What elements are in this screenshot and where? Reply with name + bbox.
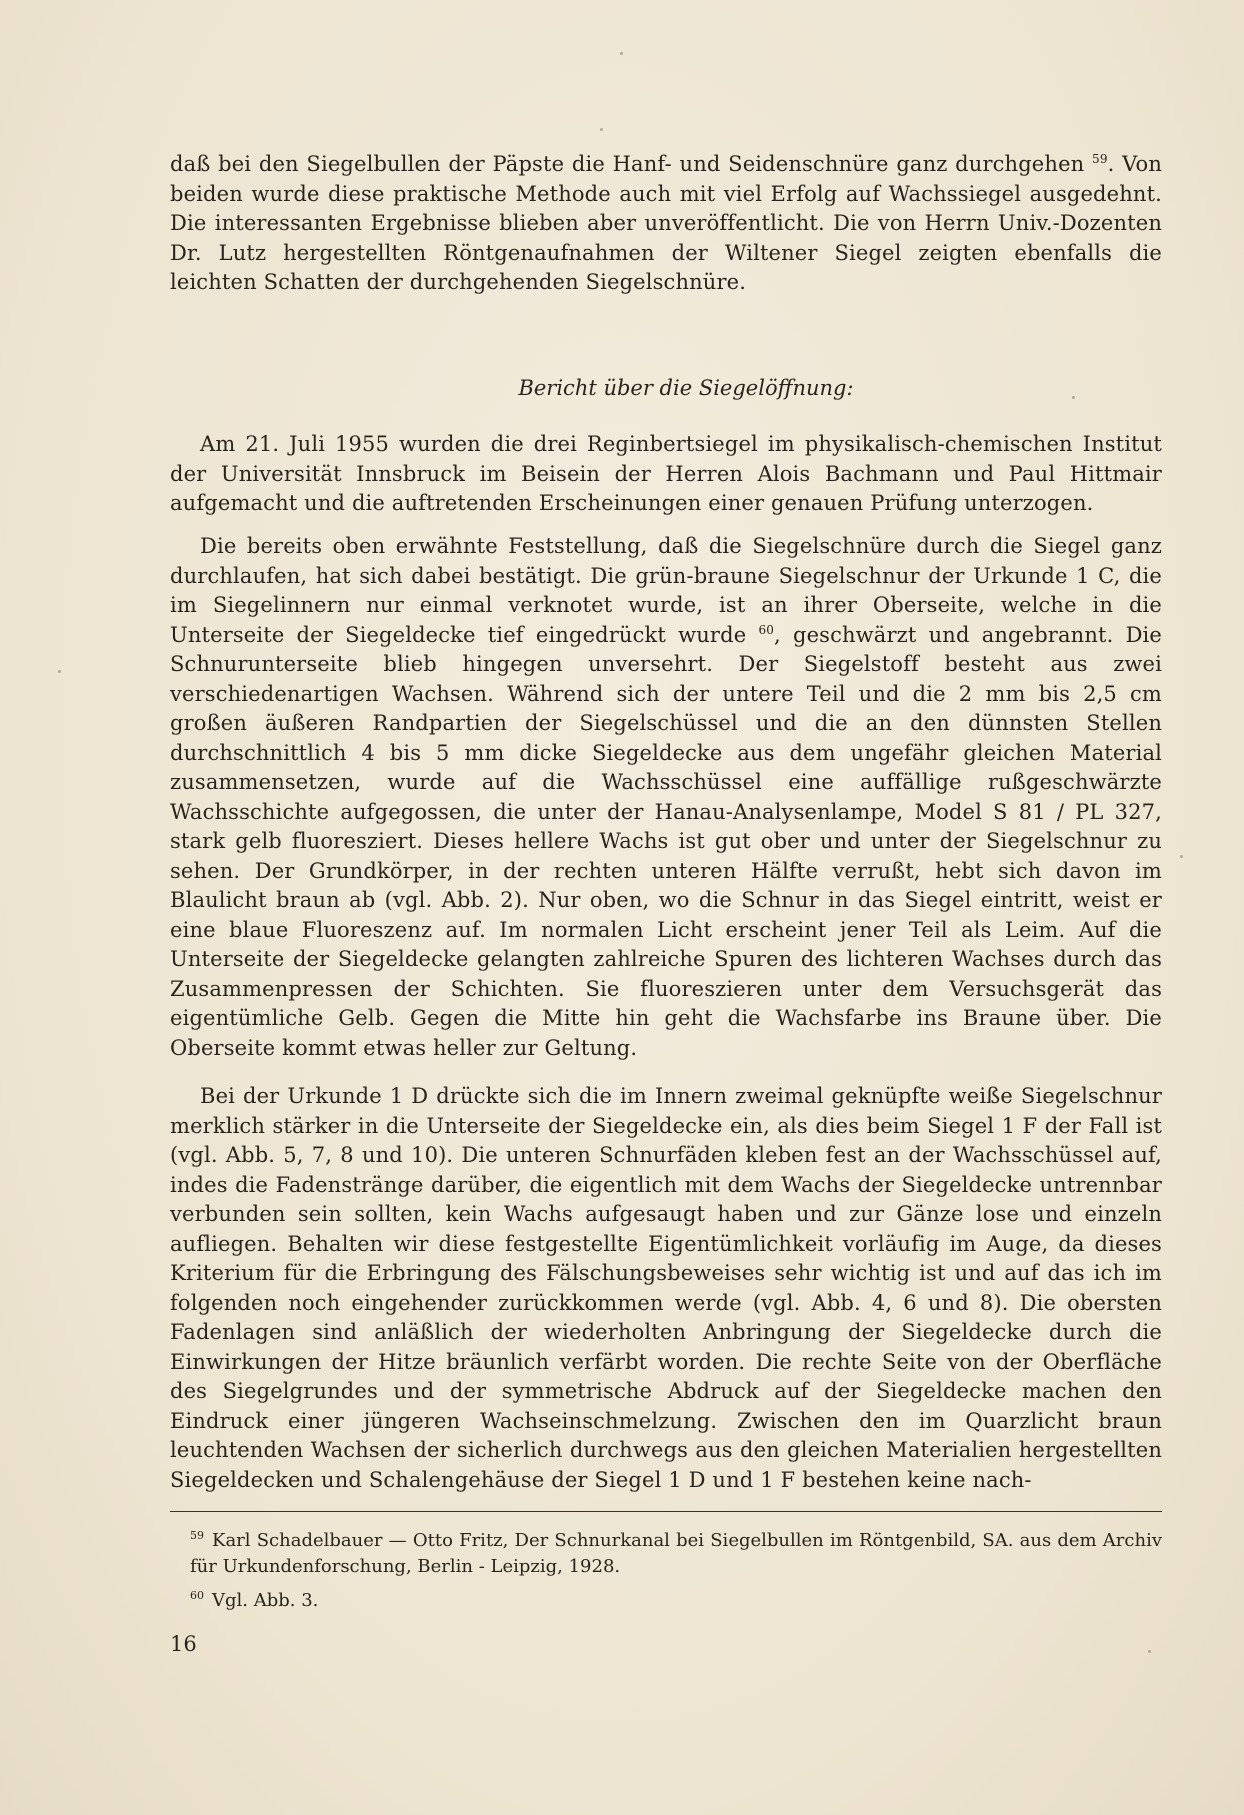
footnotes bbox=[170, 1528, 1162, 1622]
footnote-text: Karl Schadelbauer — Otto Fritz, Der Schnurkanal bei Siegelbullen im Röntgenbild, SA. aus dem Archiv für Urkundenforschung, Berlin - Leipzig, 1928. bbox=[190, 1530, 1162, 1577]
footnote-number: 59 bbox=[190, 1529, 204, 1542]
paragraph-2-text-part-1: Die bereits oben erwähnte Feststellung, daß die Siegelschnüre durch die Siegel ganz durchlaufen, hat sich dabei bestätigt. Die grün-braune Siegelschnur der Urkunde 1 C, die im Siegelinnern nur einmal verknotet wurde, ist an ihrer Oberseite, welche in die Unterseite der Siegeldecke tief eingedrückt wurde bbox=[170, 534, 1162, 647]
page-number: 16 bbox=[170, 1632, 197, 1656]
intro-paragraph bbox=[170, 150, 1162, 298]
body-paragraph-3 bbox=[170, 1082, 1162, 1495]
paper-speck bbox=[620, 52, 623, 55]
footnote-59 bbox=[170, 1528, 1162, 1580]
paper-speck bbox=[1180, 855, 1183, 858]
paper-speck bbox=[600, 128, 603, 131]
body-paragraph-1 bbox=[170, 430, 1162, 519]
paper-speck bbox=[58, 670, 61, 673]
footnote-number: 60 bbox=[190, 1589, 204, 1602]
intro-text-part-1: daß bei den Siegelbullen der Päpste die Hanf- und Seidenschnüre ganz durchgehen bbox=[170, 152, 1093, 176]
footnote-text: Vgl. Abb. 3. bbox=[212, 1590, 319, 1611]
body-paragraph-2 bbox=[170, 532, 1162, 1063]
intro-text-part-2: . Von beiden wurde diese praktische Methode auch mit viel Erfolg auf Wachssiegel ausgedehnt. Die interessanten Ergebnisse blieben aber unveröffentlicht. Die von Herrn Univ.-Dozenten Dr. Lutz hergestellten Röntgenaufnahmen der Wiltener Siegel zeigten ebenfalls die leichten Schatten der durchgehenden Siegelschnüre. bbox=[170, 152, 1162, 294]
section-heading: Bericht über die Siegelöffnung: bbox=[518, 376, 854, 400]
paper-speck bbox=[1072, 396, 1075, 399]
footnote-divider bbox=[170, 1511, 1162, 1512]
footnote-ref-59[interactable]: 59 bbox=[1092, 152, 1108, 166]
footnote-60 bbox=[170, 1588, 1162, 1614]
footnote-ref-60[interactable]: 60 bbox=[758, 622, 775, 637]
paragraph-2-text-part-2: , geschwärzt und angebrannt. Die Schnurunterseite blieb hingegen unversehrt. Der Siegelstoff besteht aus zwei verschiedenartigen Wachsen. Während sich der untere Teil und die 2 mm bis 2,5 cm großen äußeren Randpartien der Siegelschüssel und die an den dünnsten Stellen durchschnittlich 4 bis 5 mm dicke Siegeldecke aus dem ungefähr gleichen Material zusammensetzen, wurde auf die Wachsschüssel eine auffällige rußgeschwärzte Wachsschichte aufgegossen, die unter der Hanau-Analysenlampe, Model S 81 / PL 327, stark gelb fluoresziert. Dieses hellere Wachs ist gut ober und unter der Siegelschnur zu sehen. Der Grundkörper, in der rechten unteren Hälfte verrußt, hebt sich davon im Blaulicht braun ab (vgl. Abb. 2). Nur oben, wo die Schnur in das Siegel eintritt, weist er eine blaue Fluoreszenz auf. Im normalen Licht erscheint jener Teil als Leim. Auf die Unterseite der Siegeldecke gelangten zahlreiche Spuren des lichteren Wachses durch das Zusammenpressen der Schichten. Sie fluoreszieren unter dem Versuchsgerät das eigentümliche Gelb. Gegen die Mitte hin geht die Wachsfarbe ins Braune über. Die Oberseite kommt etwas heller zur Geltung. bbox=[170, 622, 1162, 1060]
paragraph-text: Bei der Urkunde 1 D drückte sich die im Innern zweimal geknüpfte weiße Siegelschnur merklich stärker in die Unterseite der Siegeldecke ein, als dies beim Siegel 1 F der Fall ist (vgl. Abb. 5, 7, 8 und 10). Die unteren Schnurfäden kleben fest an der Wachsschüssel auf, indes die Fadenstränge darüber, die eigentlich mit dem Wachs der Siegeldecke untrennbar verbunden sein sollten, kein Wachs aufgesaugt haben und zur Gänze lose und einzeln aufliegen. Behalten wir diese festgestellte Eigentümlichkeit vorläufig im Auge, da dieses Kriterium für die Erbringung des Fälschungsbeweises sehr wichtig ist und auf das ich im folgenden noch eingehender zurückkommen werde (vgl. Abb. 4, 6 und 8). Die obersten Fadenlagen sind anläßlich der wiederholten Anbringung der Siegeldecke durch die Einwirkungen der Hitze bräunlich verfärbt worden. Die rechte Seite von der Oberfläche des Siegelgrundes und der symmetrische Abdruck auf der Siegeldecke machen den Eindruck einer jüngeren Wachseinschmelzung. Zwischen den im Quarzlicht braun leuchtenden Wachsen der sicherlich durchwegs aus den gleichen Materialien hergestellten Siegeldecken und Schalengehäuse der Siegel 1 D und 1 F bestehen keine nach- bbox=[170, 1084, 1162, 1492]
paper-speck bbox=[1148, 1650, 1151, 1653]
paragraph-text: Am 21. Juli 1955 wurden die drei Reginbertsiegel im physikalisch-chemischen Institut der Universität Innsbruck im Beisein der Herren Alois Bachmann und Paul Hittmair aufgemacht und die auftretenden Erscheinungen einer genauen Prüfung unterzogen. bbox=[170, 432, 1162, 515]
